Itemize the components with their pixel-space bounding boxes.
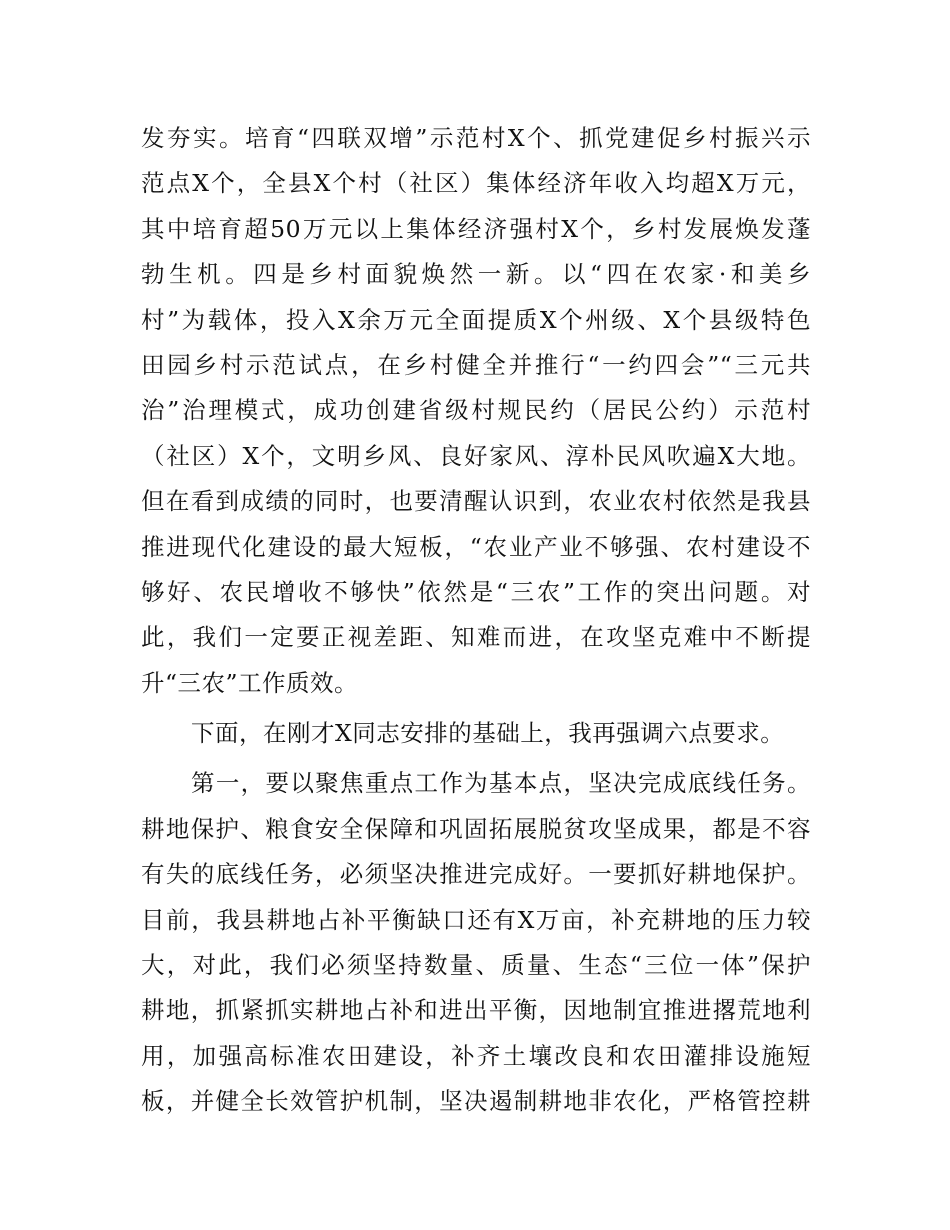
text-line: 村”为载体，投入X余万元全面提质X个州级、X个县级特色 — [141, 305, 811, 334]
text-line: 范点X个，全县X个村（社区）集体经济年收入均超X万元， — [141, 169, 811, 198]
text-line: 够好、农民增收不够快”依然是“三农”工作的突出问题。对 — [141, 577, 811, 606]
text-line: 其中培育超50万元以上集体经济强村X个，乡村发展焕发蓬 — [141, 214, 811, 243]
text-line: 有失的底线任务，必须坚决推进完成好。一要抓好耕地保护。 — [141, 860, 811, 889]
text-line: 目前，我县耕地占补平衡缺口还有X万亩，补充耕地的压力较 — [141, 905, 811, 934]
paragraph-1 — [141, 116, 811, 706]
text-line: 此，我们一定要正视差距、知难而进，在攻坚克难中不断提 — [141, 623, 811, 652]
text-line: 田园乡村示范试点，在乡村健全并推行“一约四会”“三元共 — [141, 350, 811, 379]
text-line: 耕地保护、粮食安全保障和巩固拓展脱贫攻坚成果，都是不容 — [141, 814, 811, 843]
text-line: （社区）X个，文明乡风、良好家风、淳朴民风吹遍X大地。 — [141, 441, 811, 470]
text-line: 但在看到成绩的同时，也要清醒认识到，农业农村依然是我县 — [141, 487, 811, 516]
text-line: 勃生机。四是乡村面貌焕然一新。以“四在农家·和美乡 — [141, 260, 811, 289]
document-body — [141, 116, 811, 1125]
text-line: 用，加强高标准农田建设，补齐土壤改良和农田灌排设施短 — [141, 1041, 811, 1070]
text-line: 升“三农”工作质效。 — [141, 668, 359, 697]
text-line: 推进现代化建设的最大短板，“农业产业不够强、农村建设不 — [141, 532, 811, 561]
text-line: 下面，在刚才X同志安排的基础上，我再强调六点要求。 — [191, 719, 785, 748]
paragraph-2 — [141, 711, 811, 756]
text-line: 大，对此，我们必须坚持数量、质量、生态“三位一体”保护 — [141, 951, 811, 980]
text-line: 第一，要以聚焦重点工作为基本点，坚决完成底线任务。 — [191, 769, 811, 798]
text-line: 耕地，抓紧抓实耕地占补和进出平衡，因地制宜推进撂荒地利 — [141, 996, 811, 1025]
paragraph-3 — [141, 761, 811, 1124]
text-line: 发夯实。培育“四联双增”示范村X个、抓党建促乡村振兴示 — [141, 124, 811, 152]
text-line: 治”治理模式，成功创建省级村规民约（居民公约）示范村 — [141, 396, 811, 425]
text-line: 板，并健全长效管护机制，坚决遏制耕地非农化，严格管控耕 — [141, 1087, 811, 1116]
